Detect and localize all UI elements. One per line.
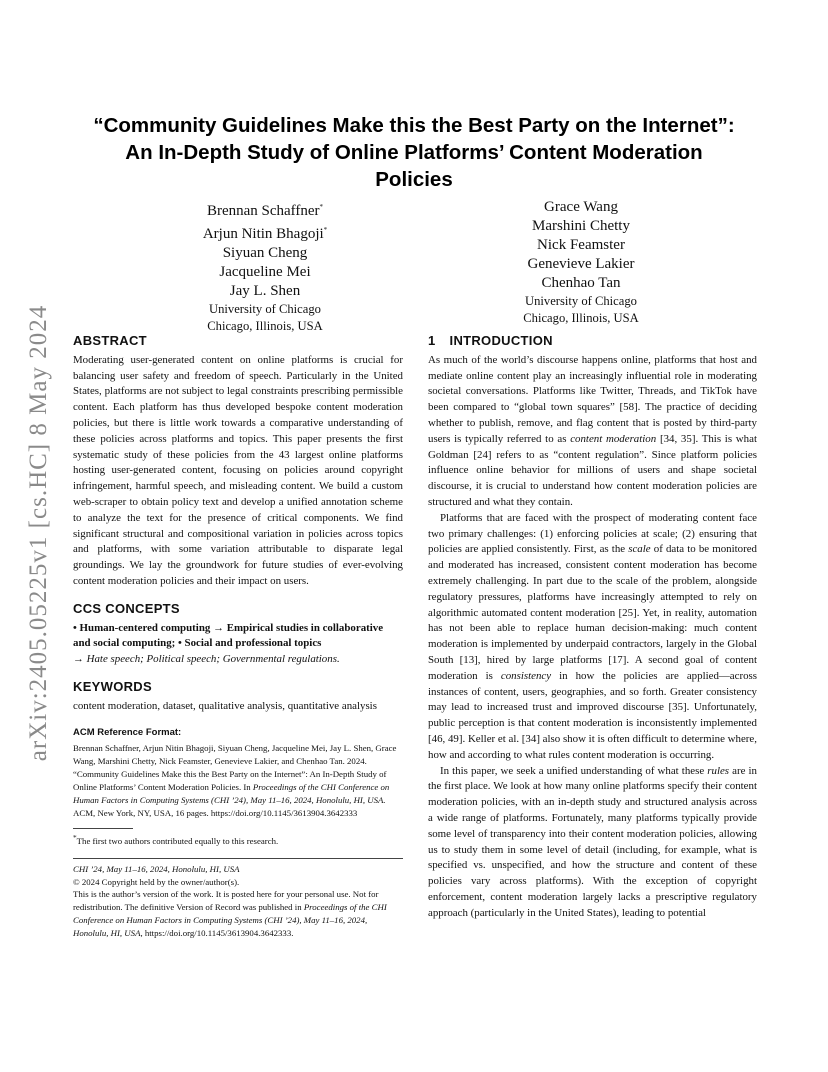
copyright-divider (73, 858, 403, 859)
abstract-text: Moderating user-generated content on online platforms is crucial for balancing user safety and freedom of speech. Particularly in the United States, platforms are not subject to legal constraints prescribing permissible content. Each platform has thus developed bespoke content moderation policies, but there is little work towards a comparative understanding of these policies across platforms and topics. This paper presents the first systematic study of these policies from the 43 largest online platforms hosting user-generated content, focusing on policies around copyright infringement, harmful speech, and misleading content. We build a custom web-scraper to obtain policy text and develop a unified annotation scheme to analyze the text for the presence of critical components. We find significant structural and compositional variation in policies across topics and platforms, with some variation attributable to disparate legal groundings. We lay the groundwork for future studies of ever-evolving content moderation policies and their impact on users. (73, 353, 403, 587)
author-name: Jay L. Shen (229, 283, 301, 299)
affiliation: University of Chicago (209, 302, 321, 316)
author-name: Brennan Schaffner* (206, 203, 324, 219)
left-column (73, 333, 403, 940)
footnote: *The first two authors contributed equally to this research. (73, 832, 279, 846)
acm-reference-text: Brennan Schaffner, Arjun Nitin Bhagoji, Siyuan Cheng, Jacqueline Mei, Jay L. Shen, Grace Wang, Marshini Chetty, Nick Feamster, Genevieve Lakier, and Chenhao Tan. 2024. “Community Guidelines Make this the Best Party on the Internet”: An In-Depth Study of Online Platforms’ Content Moderation Policies. In Proceedings of the CHI Conference on Human Factors in Computing Systems (CHI ’24), May 11–16, 2024, Honolulu, HI, USA. ACM, New York, NY, USA, 16 pages. https://doi.org/10.1145/3613904.3642333 (73, 743, 397, 818)
footnote-divider (73, 828, 133, 829)
affiliation: University of Chicago (525, 294, 637, 308)
introduction-heading: 1 INTRODUCTION (428, 333, 553, 348)
acm-reference (73, 725, 403, 820)
author-name: Marshini Chetty (532, 218, 630, 234)
abstract-heading: ABSTRACT (73, 333, 147, 348)
footnote-mark: * (323, 226, 328, 234)
venue-line: CHI ’24, May 11–16, 2024, Honolulu, HI, USA (73, 863, 240, 874)
title-line: Policies (375, 168, 453, 191)
footnote-mark: * (319, 203, 324, 211)
location: Chicago, Illinois, USA (523, 310, 639, 325)
author-name: Chenhao Tan (541, 275, 621, 291)
copyright-block (73, 863, 403, 940)
right-column (428, 333, 757, 921)
keywords-heading: KEYWORDS (73, 678, 152, 694)
ccs-heading: CCS CONCEPTS (73, 600, 180, 616)
title-line: An In-Depth Study of Online Platforms’ Content Moderation (125, 141, 703, 164)
author-name: Nick Feamster (537, 237, 625, 253)
title-line: “Community Guidelines Make this the Best Party on the Internet”: (93, 114, 735, 137)
author-block-right (476, 198, 686, 326)
author-name: Jacqueline Mei (219, 264, 311, 280)
paper-title (40, 112, 788, 193)
acm-reference-heading: ACM Reference Format: (73, 726, 182, 738)
rights-line: © 2024 Copyright held by the owner/author(s). (73, 876, 240, 887)
location: Chicago, Illinois, USA (207, 318, 323, 333)
intro-paragraph: In this paper, we seek a unified understanding of what these rules are in the first place. We look at how many online platforms specify their content moderation policies, with an in-depth study and structured analysis across a wide range of platforms. Fortunately, many platforms typically provide some level of transparency into their content moderation policies, allowing us to study them in some level of detail (including, for example, what is specified vs. unspecified, and how the structure and content of these policies vary across platforms). With the exception of copyright enforcement, content moderation largely lacks a prescriptive regulatory approach (particularly in the United States), leading to potential (428, 764, 757, 919)
footnote-mark: * (73, 832, 77, 842)
author-block-left (160, 198, 370, 334)
intro-paragraph: As much of the world’s discourse happens online, platforms that host and mediate online content play an increasingly influential role in moderating societal conversations. Platforms like Twitter, Threads, and TikTok have been compared to “global town squares” [58]. The practice of deciding whether to publish, remove, and flag content that is posted by third-party users is typically referred to as content moderation [34, 35]. This is what Goldman [24] refers to as “content regulation”. Since platform policies influence online behavior for millions of users and shape societal discourse, it is crucial to understand how content moderation policies are structured and what they contain. (428, 353, 757, 508)
author-name: Grace Wang (544, 199, 618, 215)
author-name: Arjun Nitin Bhagoji* (202, 226, 328, 242)
author-name: Genevieve Lakier (527, 256, 635, 272)
keywords-text: content moderation, dataset, qualitative analysis, quantitative analysis (73, 699, 377, 712)
version-note: This is the author’s version of the work. It is posted here for your personal use. Not for redistribution. The definitive Version of Record was published in Proceedings of the CHI Conference on Human Factors in Computing Systems (CHI ’24), May 11–16, 2024, Honolulu, HI, USA, https://doi.org/10.1145/3613904.3642333. (73, 889, 387, 939)
arxiv-stamp: arXiv:2405.05225v1 [cs.HC] 8 May 2024 (25, 304, 52, 762)
ccs-concepts: • Human-centered computing → Empirical studies in collaborative and social computing; • Social and professional topics → Hate speech; Political speech; Governmental regulations. (73, 621, 384, 666)
intro-paragraph: Platforms that are faced with the prospect of moderating content face two primary challenges: (1) enforcing policies at scale; (2) ensuring that policies are applied consistently. First, as the scale of data to be monitored and moderated has increased, consistent content moderation has become extremely challenging. In part due to the scale of the problem, alongside regulatory pressures, platforms have increasingly attempted to rely on algorithmic automated content moderation [25]. Yet, in reality, automation has not been able to replace human decision-making: much content moderation is implemented by underpaid contractors, largely in the Global South [13], hired by large platforms [17]. A second goal of content moderation is consistency in how the policies are applied—across instances of content, users, geographies, and so forth. Greater consistency may lead to increased trust and improved discourse [35]. Unfortunately, public perception is that content moderation is inconsistently implemented [46, 49]. Keller et al. [34] also show it is often difficult to determine where, how and according to what rules content moderation is occurring. (428, 511, 758, 761)
author-name: Siyuan Cheng (222, 245, 308, 261)
